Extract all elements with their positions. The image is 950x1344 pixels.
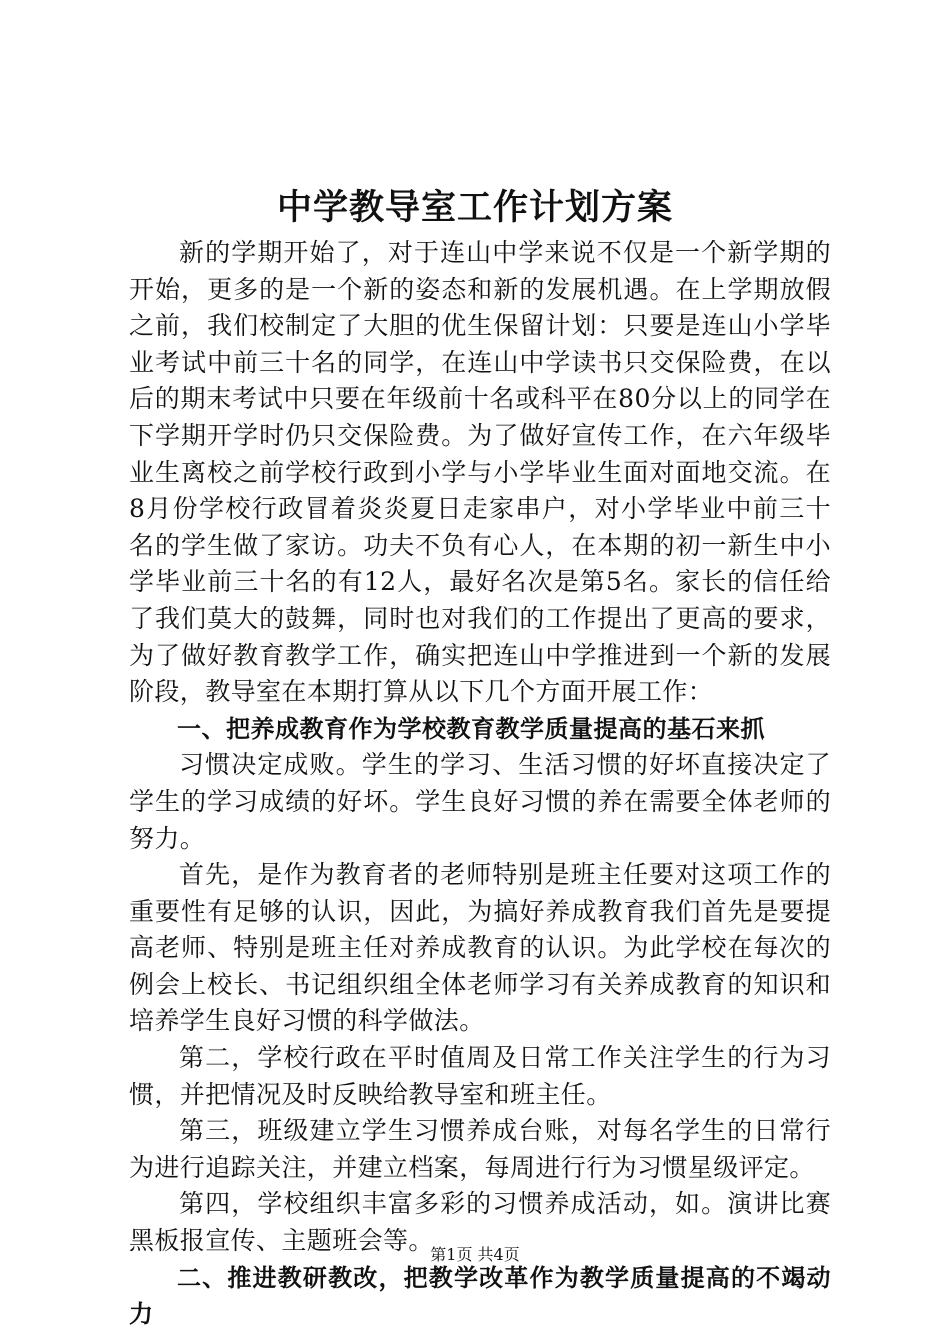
intro-paragraph: 新的学期开始了，对于连山中学来说不仅是一个新学期的开始，更多的是一个新的姿态和新的发展机遇。在上学期放假之前，我们校制定了大胆的优生保留计划：只要是连山小学毕业考试中前三十名的同学，在连山中学读书只交保险费，在以后的期末考试中只要在年级前十名或科平在80分以上的同学在下学期开学时仍只交保险费。为了做好宣传工作，在六年级毕业生离校之前学校行政到小学与小学毕业生面对面地交流。在8月份学校行政冒着炎炎夏日走家串户，对小学毕业中前三十名的学生做了家访。功夫不负有心人，在本期的初一新生中小学毕业前三十名的有12人，最好名次是第5名。家长的信任给了我们莫大的鼓舞，同时也对我们的工作提出了更高的要求，为了做好教育教学工作，确实把连山中学推进到一个新的发展阶段，教导室在本期打算从以下几个方面开展工作： — [129, 238, 831, 707]
body-paragraph: 首先，是作为教育者的老师特别是班主任要对这项工作的重要性有足够的认识，因此，为搞好养成教育我们首先是要提高老师、特别是班主任对养成教育的认识。为此学校在每次的例会上校长、书记组织组全体老师学习有关养成教育的知识和培养学生良好习惯的科学做法。 — [129, 860, 831, 1036]
document-body — [129, 235, 831, 1333]
body-paragraph: 习惯决定成败。学生的学习、生活习惯的好坏直接决定了学生的学习成绩的好坏。学生良好习惯的养在需要全体老师的努力。 — [129, 750, 831, 853]
section-heading-1: 一、把养成教育作为学校教育教学质量提高的基石来抓 — [177, 714, 765, 743]
body-paragraph: 第四，学校组织丰富多彩的习惯养成活动，如。演讲比赛黑板报宣传、主题班会等。 — [129, 1189, 831, 1256]
body-paragraph: 第二，学校行政在平时值周及日常工作关注学生的行为习惯，并把情况及时反映给教导室和班主任。 — [129, 1043, 831, 1109]
document-title: 中学教导室工作计划方案 — [276, 188, 673, 228]
section-heading-2: 二、推进教研教改，把教学改革作为教学质量提高的不竭动力 — [129, 1263, 831, 1329]
body-paragraph: 第三，班级建立学生习惯养成台账，对每名学生的日常行为进行追踪关注，并建立档案，每周进行行为习惯星级评定。 — [129, 1116, 831, 1182]
page-number-footer: 第1页 共4页 — [430, 1245, 520, 1264]
